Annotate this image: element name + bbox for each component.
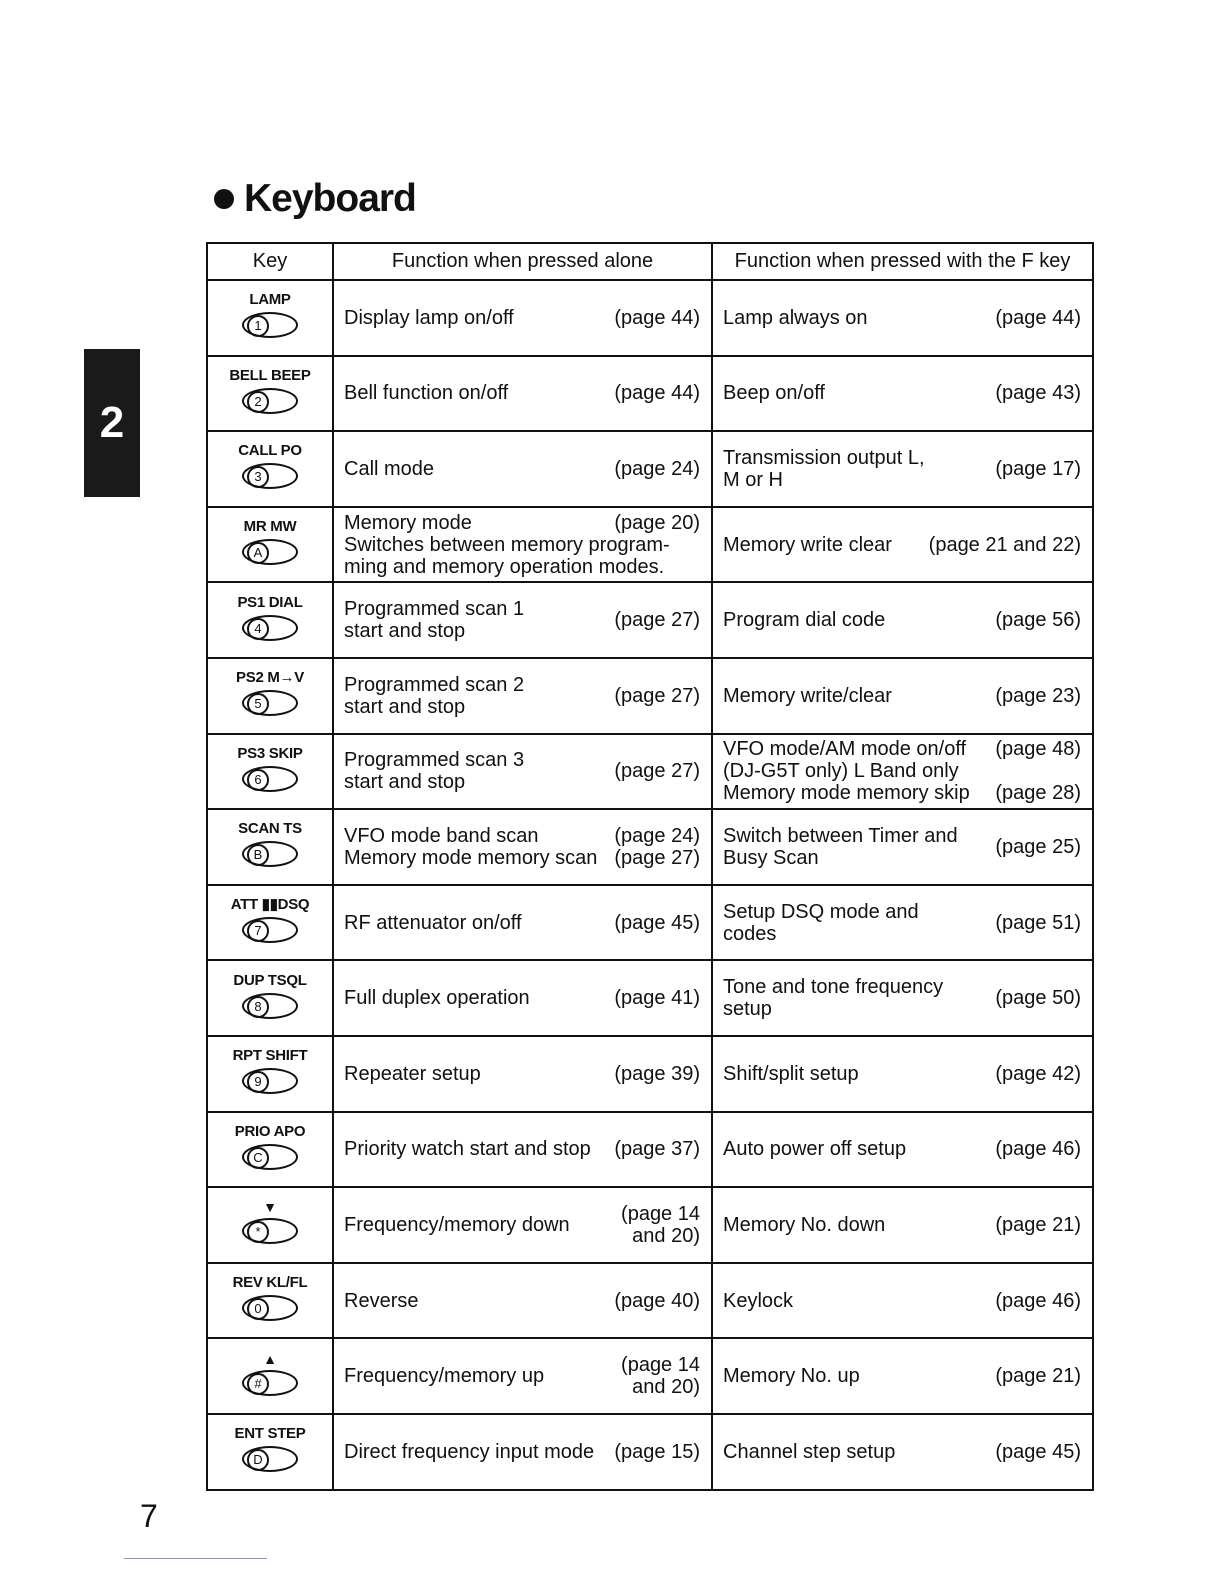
key-char: 0	[247, 1298, 269, 1320]
key-label: RPT SHIFT	[232, 1047, 308, 1065]
key-button-icon	[242, 539, 298, 565]
page-number: 7	[140, 1498, 158, 1534]
key-button-icon	[242, 1370, 298, 1396]
function-alone-description: Full duplex operation	[344, 987, 530, 1010]
function-alone-cell	[333, 1338, 712, 1414]
function-alone-description: Display lamp on/off	[344, 306, 514, 329]
function-alone-page-ref: (page 45)	[614, 911, 700, 934]
key-label: PS1 DIAL	[237, 593, 303, 611]
function-with-f-description: Setup DSQ mode and codes	[723, 900, 919, 945]
key-char: 4	[247, 618, 269, 640]
function-with-f-cell	[712, 582, 1093, 658]
key-button-icon	[242, 1068, 298, 1094]
function-with-f-cell	[712, 1187, 1093, 1263]
table-row	[207, 280, 1093, 356]
down-arrow-icon: ▼	[263, 1199, 277, 1216]
function-with-f-cell	[712, 1338, 1093, 1414]
function-alone-page-ref: (page 27)	[614, 609, 700, 632]
function-with-f-page-ref: (page 21)	[995, 1365, 1081, 1388]
function-alone-description: RF attenuator on/off	[344, 911, 522, 934]
function-with-f-page-ref: (page 25)	[995, 835, 1081, 858]
key-cell	[207, 960, 333, 1036]
table-row	[207, 431, 1093, 507]
function-alone-line-page: (page 24)	[614, 824, 700, 847]
function-alone-description: Frequency/memory down	[344, 1213, 570, 1236]
key-cell	[207, 1263, 333, 1339]
function-alone-line-page: (page 27)	[614, 846, 700, 869]
key-button-icon	[242, 993, 298, 1019]
function-alone-page-ref: (page 14 and 20)	[621, 1354, 700, 1399]
key-cell	[207, 507, 333, 583]
table-row	[207, 582, 1093, 658]
page-title	[214, 176, 416, 222]
function-with-f-description: Memory No. up	[723, 1365, 860, 1388]
function-alone-line-page: (page 20)	[614, 511, 700, 534]
key-button-icon	[242, 1218, 298, 1244]
key-cell	[207, 885, 333, 961]
page-title-text: Keyboard	[244, 177, 416, 220]
function-alone-description: Frequency/memory up	[344, 1365, 545, 1388]
function-alone-description: Call mode	[344, 457, 435, 480]
key-button-icon	[242, 690, 298, 716]
function-with-f-line	[723, 760, 1081, 782]
function-with-f-cell	[712, 356, 1093, 432]
function-alone-page-ref: (page 27)	[614, 760, 700, 783]
function-alone-cell	[333, 960, 712, 1036]
function-with-f-page-ref: (page 21 and 22)	[928, 533, 1081, 556]
key-cell	[207, 1036, 333, 1112]
function-with-f-cell	[712, 734, 1093, 810]
key-cell	[207, 658, 333, 734]
function-with-f-description: Switch between Timer and Busy Scan	[723, 824, 958, 869]
key-char: B	[247, 844, 269, 866]
key-char: 7	[247, 920, 269, 942]
function-alone-description: Programmed scan 3 start and stop	[344, 749, 525, 794]
function-with-f-description: Memory write/clear	[723, 684, 892, 707]
table-row	[207, 1414, 1093, 1490]
bullet-icon	[214, 189, 234, 209]
table-header-row	[207, 243, 1093, 280]
keyboard-table	[206, 242, 1094, 1491]
function-alone-line	[344, 556, 700, 578]
function-with-f-page-ref: (page 42)	[995, 1062, 1081, 1085]
function-alone-cell	[333, 1187, 712, 1263]
function-with-f-line-page: (page 48)	[995, 738, 1081, 761]
function-with-f-description: Tone and tone frequency setup	[723, 976, 944, 1021]
header-key: Key	[207, 243, 333, 280]
key-char: D	[247, 1449, 269, 1471]
function-with-f-page-ref: (page 17)	[995, 457, 1081, 480]
function-alone-cell	[333, 1263, 712, 1339]
function-with-f-description: Keylock	[723, 1289, 794, 1312]
key-button-icon	[242, 841, 298, 867]
function-alone-page-ref: (page 39)	[614, 1062, 700, 1085]
function-alone-cell	[333, 658, 712, 734]
function-with-f-description: Shift/split setup	[723, 1062, 859, 1085]
key-button-icon	[242, 1295, 298, 1321]
function-with-f-page-ref: (page 21)	[995, 1213, 1081, 1236]
key-cell	[207, 582, 333, 658]
function-alone-cell	[333, 280, 712, 356]
function-alone-page-ref: (page 44)	[614, 382, 700, 405]
chapter-tab	[84, 349, 140, 497]
function-with-f-page-ref: (page 56)	[995, 609, 1081, 632]
function-with-f-description: Beep on/off	[723, 382, 825, 405]
table-row	[207, 960, 1093, 1036]
function-alone-page-ref: (page 24)	[614, 457, 700, 480]
function-alone-cell	[333, 1414, 712, 1490]
function-with-f-line-text: VFO mode/AM mode on/off	[723, 738, 967, 761]
key-cell	[207, 1187, 333, 1263]
function-with-f-page-ref: (page 46)	[995, 1289, 1081, 1312]
function-alone-line	[344, 825, 700, 847]
function-with-f-cell	[712, 1112, 1093, 1188]
function-with-f-cell	[712, 960, 1093, 1036]
key-label: PS3 SKIP	[237, 744, 303, 762]
key-cell	[207, 1112, 333, 1188]
function-with-f-cell	[712, 1263, 1093, 1339]
key-char: 2	[247, 391, 269, 413]
function-alone-cell	[333, 356, 712, 432]
function-with-f-description: Transmission output L, M or H	[723, 446, 925, 491]
function-alone-line	[344, 534, 700, 556]
key-label: DUP TSQL	[233, 971, 307, 989]
key-label: PS2 M→V	[236, 669, 304, 687]
key-label: ENT STEP	[234, 1425, 306, 1443]
function-with-f-line	[723, 738, 1081, 760]
table-row	[207, 1338, 1093, 1414]
function-alone-line	[344, 512, 700, 534]
function-alone-cell	[333, 1112, 712, 1188]
key-cell	[207, 734, 333, 810]
function-with-f-description: Memory write clear	[723, 533, 892, 556]
function-with-f-cell	[712, 1036, 1093, 1112]
function-with-f-page-ref: (page 46)	[995, 1138, 1081, 1161]
key-char: 9	[247, 1071, 269, 1093]
key-cell	[207, 431, 333, 507]
key-label: MR MW	[243, 518, 297, 536]
function-alone-line-text: Memory mode	[344, 511, 472, 534]
function-alone-page-ref: (page 37)	[614, 1138, 700, 1161]
key-button-icon	[242, 463, 298, 489]
header-alone: Function when pressed alone	[333, 243, 712, 280]
function-with-f-page-ref: (page 45)	[995, 1440, 1081, 1463]
function-with-f-cell	[712, 809, 1093, 885]
key-cell	[207, 1414, 333, 1490]
function-alone-page-ref: (page 40)	[614, 1289, 700, 1312]
key-button-icon	[242, 615, 298, 641]
table-row	[207, 734, 1093, 810]
function-alone-description: Bell function on/off	[344, 382, 509, 405]
function-alone-page-ref: (page 41)	[614, 987, 700, 1010]
function-with-f-cell	[712, 507, 1093, 583]
key-label: REV KL/FL	[232, 1274, 308, 1292]
key-char: 1	[247, 315, 269, 337]
chapter-number: 2	[99, 398, 125, 447]
function-alone-description: Reverse	[344, 1289, 419, 1312]
key-label: CALL PO	[238, 442, 302, 460]
function-with-f-cell	[712, 280, 1093, 356]
function-alone-page-ref: (page 15)	[614, 1440, 700, 1463]
function-alone-description: Priority watch start and stop	[344, 1138, 591, 1161]
function-alone-description: Programmed scan 2 start and stop	[344, 673, 525, 718]
function-with-f-description: Memory No. down	[723, 1213, 886, 1236]
key-cell	[207, 809, 333, 885]
function-with-f-cell	[712, 1414, 1093, 1490]
key-char: 8	[247, 996, 269, 1018]
key-char: C	[247, 1147, 269, 1169]
function-alone-description: Repeater setup	[344, 1062, 481, 1085]
key-char: 3	[247, 466, 269, 488]
function-with-f-page-ref: (page 44)	[995, 306, 1081, 329]
function-alone-page-ref: (page 14 and 20)	[621, 1202, 700, 1247]
key-char: A	[247, 542, 269, 564]
table-row	[207, 1263, 1093, 1339]
function-alone-description: Programmed scan 1 start and stop	[344, 598, 525, 643]
function-alone-line-text: VFO mode band scan	[344, 824, 539, 847]
function-with-f-line-page: (page 28)	[995, 782, 1081, 805]
table-row	[207, 356, 1093, 432]
header-with-f: Function when pressed with the F key	[712, 243, 1093, 280]
function-with-f-description: Lamp always on	[723, 306, 868, 329]
function-alone-cell	[333, 582, 712, 658]
function-with-f-description: Auto power off setup	[723, 1138, 907, 1161]
key-label: SCAN TS	[238, 820, 302, 838]
function-with-f-page-ref: (page 50)	[995, 987, 1081, 1010]
table-row	[207, 658, 1093, 734]
key-button-icon	[242, 1446, 298, 1472]
function-with-f-page-ref: (page 23)	[995, 684, 1081, 707]
table-row	[207, 1187, 1093, 1263]
table-row	[207, 1112, 1093, 1188]
function-alone-line-text: Switches between memory program-	[344, 533, 670, 556]
key-button-icon	[242, 312, 298, 338]
up-arrow-icon: ▲	[263, 1350, 277, 1367]
function-with-f-page-ref: (page 51)	[995, 911, 1081, 934]
key-char: 6	[247, 769, 269, 791]
key-char: #	[247, 1373, 269, 1395]
function-with-f-line-text: (DJ-G5T only) L Band only	[723, 760, 959, 783]
function-alone-cell	[333, 507, 712, 583]
key-label: LAMP	[249, 291, 291, 309]
function-with-f-cell	[712, 885, 1093, 961]
table-row	[207, 809, 1093, 885]
function-alone-line-text: Memory mode memory scan	[344, 846, 598, 869]
key-label: PRIO APO	[234, 1122, 306, 1140]
function-alone-description: Direct frequency input mode	[344, 1440, 595, 1463]
key-cell	[207, 356, 333, 432]
table-row	[207, 1036, 1093, 1112]
function-alone-cell	[333, 431, 712, 507]
key-cell	[207, 1338, 333, 1414]
function-with-f-cell	[712, 431, 1093, 507]
function-alone-line	[344, 847, 700, 869]
table-row	[207, 885, 1093, 961]
function-alone-page-ref: (page 44)	[614, 306, 700, 329]
key-char: *	[247, 1221, 269, 1243]
function-alone-cell	[333, 1036, 712, 1112]
function-with-f-description: Program dial code	[723, 609, 886, 632]
function-alone-page-ref: (page 27)	[614, 684, 700, 707]
function-with-f-cell	[712, 658, 1093, 734]
key-button-icon	[242, 1144, 298, 1170]
key-button-icon	[242, 766, 298, 792]
function-with-f-page-ref: (page 43)	[995, 382, 1081, 405]
function-with-f-line-text: Memory mode memory skip	[723, 782, 970, 805]
function-alone-cell	[333, 885, 712, 961]
key-label: ATT ▮▮DSQ	[230, 896, 310, 914]
function-alone-line-text: ming and memory operation modes.	[344, 555, 665, 578]
key-button-icon	[242, 388, 298, 414]
key-cell	[207, 280, 333, 356]
function-alone-cell	[333, 734, 712, 810]
footer-divider	[124, 1558, 267, 1559]
key-char: 5	[247, 693, 269, 715]
key-label: BELL BEEP	[229, 366, 311, 384]
table-row	[207, 507, 1093, 583]
function-with-f-description: Channel step setup	[723, 1440, 896, 1463]
key-button-icon	[242, 917, 298, 943]
function-with-f-line	[723, 782, 1081, 804]
function-alone-cell	[333, 809, 712, 885]
